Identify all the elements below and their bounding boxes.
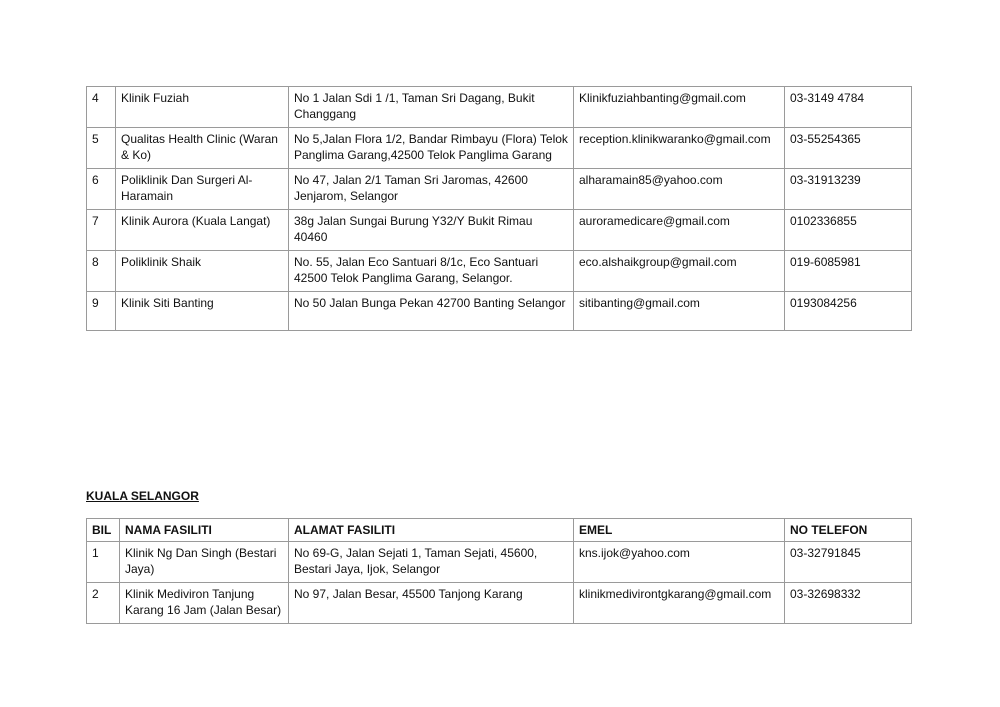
header-emel: EMEL <box>574 519 785 542</box>
cell-emel: alharamain85@yahoo.com <box>574 169 785 210</box>
table-row <box>87 87 912 128</box>
cell-bil: 7 <box>87 210 116 251</box>
table-row <box>87 251 912 292</box>
cell-no-telefon: 03-3149 4784 <box>785 87 912 128</box>
cell-alamat-fasiliti: 38g Jalan Sungai Burung Y32/Y Bukit Rimau 40460 <box>289 210 574 251</box>
cell-bil: 6 <box>87 169 116 210</box>
table-row <box>87 292 912 331</box>
table-row <box>87 128 912 169</box>
cell-emel: eco.alshaikgroup@gmail.com <box>574 251 785 292</box>
table-row <box>87 542 912 583</box>
cell-alamat-fasiliti: No 69-G, Jalan Sejati 1, Taman Sejati, 45600, Bestari Jaya, Ijok, Selangor <box>289 542 574 583</box>
header-no-telefon: NO TELEFON <box>785 519 912 542</box>
cell-no-telefon: 03-55254365 <box>785 128 912 169</box>
cell-nama-fasiliti: Klinik Ng Dan Singh (Bestari Jaya) <box>120 542 289 583</box>
cell-alamat-fasiliti: No 5,Jalan Flora 1/2, Bandar Rimbayu (Flora) Telok Panglima Garang,42500 Telok Panglima Garang <box>289 128 574 169</box>
cell-emel: klinikmedivirontgkarang@gmail.com <box>574 583 785 624</box>
cell-nama-fasiliti: Poliklinik Dan Surgeri Al-Haramain <box>116 169 289 210</box>
cell-nama-fasiliti: Klinik Mediviron Tanjung Karang 16 Jam (Jalan Besar) <box>120 583 289 624</box>
cell-emel: sitibanting@gmail.com <box>574 292 785 331</box>
table-row <box>87 210 912 251</box>
cell-bil: 1 <box>87 542 120 583</box>
cell-bil: 2 <box>87 583 120 624</box>
cell-alamat-fasiliti: No 97, Jalan Besar, 45500 Tanjong Karang <box>289 583 574 624</box>
cell-no-telefon: 03-32791845 <box>785 542 912 583</box>
clinic-table-kuala-selangor <box>86 518 912 624</box>
clinic-table-banting <box>86 86 912 331</box>
cell-no-telefon: 019-6085981 <box>785 251 912 292</box>
cell-nama-fasiliti: Klinik Siti Banting <box>116 292 289 331</box>
cell-emel: auroramedicare@gmail.com <box>574 210 785 251</box>
header-alamat-fasiliti: ALAMAT FASILITI <box>289 519 574 542</box>
cell-nama-fasiliti: Klinik Aurora (Kuala Langat) <box>116 210 289 251</box>
cell-bil: 5 <box>87 128 116 169</box>
cell-alamat-fasiliti: No. 55, Jalan Eco Santuari 8/1c, Eco Santuari 42500 Telok Panglima Garang, Selangor. <box>289 251 574 292</box>
cell-nama-fasiliti: Klinik Fuziah <box>116 87 289 128</box>
cell-emel: Klinikfuziahbanting@gmail.com <box>574 87 785 128</box>
cell-alamat-fasiliti: No 1 Jalan Sdi 1 /1, Taman Sri Dagang, Bukit Changgang <box>289 87 574 128</box>
header-bil: BIL <box>87 519 120 542</box>
cell-bil: 4 <box>87 87 116 128</box>
header-nama-fasiliti: NAMA FASILITI <box>120 519 289 542</box>
cell-nama-fasiliti: Poliklinik Shaik <box>116 251 289 292</box>
cell-no-telefon: 0193084256 <box>785 292 912 331</box>
cell-no-telefon: 03-31913239 <box>785 169 912 210</box>
cell-bil: 8 <box>87 251 116 292</box>
cell-bil: 9 <box>87 292 116 331</box>
section-heading-kuala-selangor: KUALA SELANGOR <box>86 489 199 503</box>
cell-alamat-fasiliti: No 50 Jalan Bunga Pekan 42700 Banting Selangor <box>289 292 574 331</box>
cell-emel: reception.klinikwaranko@gmail.com <box>574 128 785 169</box>
cell-emel: kns.ijok@yahoo.com <box>574 542 785 583</box>
table-row <box>87 583 912 624</box>
cell-alamat-fasiliti: No 47, Jalan 2/1 Taman Sri Jaromas, 42600 Jenjarom, Selangor <box>289 169 574 210</box>
table-header-row <box>87 519 912 542</box>
table-row <box>87 169 912 210</box>
cell-nama-fasiliti: Qualitas Health Clinic (Waran & Ko) <box>116 128 289 169</box>
cell-no-telefon: 0102336855 <box>785 210 912 251</box>
cell-no-telefon: 03-32698332 <box>785 583 912 624</box>
